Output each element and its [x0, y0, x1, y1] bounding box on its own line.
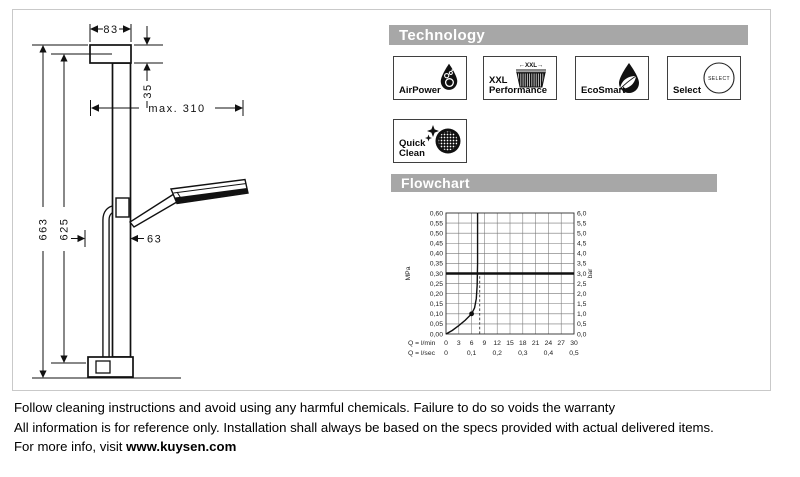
- x-tick-lmin: 3: [456, 340, 461, 347]
- y-tick-left: 0,25: [429, 280, 443, 288]
- y-tick-left: 0,10: [429, 311, 443, 319]
- y-tick-left: 0,00: [429, 331, 443, 339]
- badge-quick-clean: [393, 119, 467, 163]
- select-inner-text: SELECT: [708, 76, 730, 82]
- x-tick-lsec: 0,4: [543, 350, 554, 357]
- x-axis-lsec-label: Q = l/sec: [408, 350, 436, 357]
- y-tick-right: 6,0: [577, 210, 587, 218]
- dim-663-label: 663: [37, 217, 50, 241]
- x-tick-lmin: 9: [482, 340, 487, 347]
- y-tick-right: 0,0: [577, 331, 587, 339]
- technology-title: Technology: [399, 26, 486, 44]
- x-tick-lmin: 21: [531, 340, 540, 347]
- dim-max-310-label: max. 310: [148, 103, 206, 115]
- flow-chart-svg: [399, 206, 611, 382]
- x-tick-lsec: 0,2: [492, 350, 502, 357]
- air-drop-icon: [438, 62, 460, 93]
- slider-holder: [116, 198, 129, 217]
- badge-label: XXL Performance: [489, 75, 548, 96]
- x-tick-lsec: 0,5: [569, 350, 579, 357]
- technology-header: [389, 25, 748, 45]
- badge-label: AirPower: [399, 85, 441, 96]
- badge-label: Select: [673, 85, 701, 96]
- badge-xxl-performance: [483, 56, 557, 100]
- footer-line-1: Follow cleaning instructions and avoid using any harmful chemicals. Failure to do so voids the warranty: [14, 400, 616, 415]
- dim-83-label: 83: [103, 23, 119, 36]
- xxl-arrows-text: ←XXL→: [518, 62, 544, 69]
- y-tick-right: 1,5: [577, 301, 587, 309]
- y-tick-left: 0,05: [429, 321, 443, 329]
- y-tick-left: 0,35: [429, 260, 443, 268]
- x-axis-lmin-label: Q = l/min: [408, 340, 436, 347]
- y-tick-right: 3,5: [577, 260, 587, 268]
- y-tick-left: 0,20: [429, 290, 443, 298]
- y-tick-left: 0,40: [429, 250, 443, 258]
- dim-35-label: 35: [142, 83, 154, 99]
- content-frame: [12, 9, 771, 391]
- x-tick-lmin: 18: [519, 340, 527, 347]
- y-tick-left: 0,15: [429, 301, 443, 309]
- y-axis-right-label: bar: [587, 268, 594, 279]
- footer-notes: [14, 398, 714, 457]
- x-tick-lmin: 27: [557, 340, 565, 347]
- x-tick-lsec: 0: [444, 350, 448, 357]
- y-tick-right: 1,0: [577, 311, 587, 319]
- badge-label: Quick Clean: [399, 138, 426, 159]
- y-tick-right: 0,5: [577, 321, 587, 329]
- y-tick-left: 0,45: [429, 240, 443, 248]
- y-tick-left: 0,60: [429, 210, 443, 218]
- rail: [90, 45, 131, 357]
- y-tick-left: 0,30: [429, 270, 443, 278]
- footer-line-2: All information is for reference only. Installation shall always be based on the specs provided with actual delivered items.: [14, 419, 714, 435]
- flowchart-title: Flowchart: [401, 175, 470, 191]
- y-axis-left-label: MPa: [405, 266, 412, 281]
- x-tick-lmin: 30: [570, 340, 578, 347]
- y-tick-left: 0,50: [429, 230, 443, 238]
- hand-shower: [130, 180, 248, 228]
- y-tick-right: 3,0: [577, 270, 587, 278]
- y-tick-left: 0,55: [429, 220, 443, 228]
- select-circle-icon: [702, 61, 736, 95]
- y-tick-right: 5,0: [577, 230, 587, 238]
- y-tick-right: 2,0: [577, 290, 587, 298]
- x-tick-lmin: 6: [469, 340, 474, 347]
- y-tick-right: 2,5: [577, 280, 587, 288]
- x-tick-lmin: 0: [444, 340, 448, 347]
- x-tick-lsec: 0,3: [518, 350, 528, 357]
- flow-chart: [399, 206, 611, 382]
- shower-rail-diagram: [13, 10, 373, 390]
- y-tick-right: 4,5: [577, 240, 587, 248]
- footer-website: www.kuysen.com: [126, 439, 237, 454]
- x-tick-lmin: 12: [493, 340, 501, 347]
- badge-ecosmart: [575, 56, 649, 100]
- footer-line-3: [14, 437, 714, 457]
- badge-airpower: [393, 56, 467, 100]
- badge-select: [667, 56, 741, 100]
- dim-625-label: 625: [58, 217, 71, 241]
- flowchart-header: [391, 174, 717, 192]
- x-tick-lmin: 24: [544, 340, 553, 347]
- y-tick-right: 5,5: [577, 220, 587, 228]
- y-tick-right: 4,0: [577, 250, 587, 258]
- x-tick-lsec: 0,1: [466, 350, 477, 357]
- bottom-bracket: [88, 357, 133, 377]
- dim-63-label: 63: [147, 233, 163, 246]
- footer-line-3-prefix: For more info, visit: [14, 439, 127, 454]
- flow-curve-marker: [469, 311, 474, 316]
- badge-label: EcoSmart: [581, 85, 626, 96]
- x-tick-lmin: 15: [506, 340, 514, 347]
